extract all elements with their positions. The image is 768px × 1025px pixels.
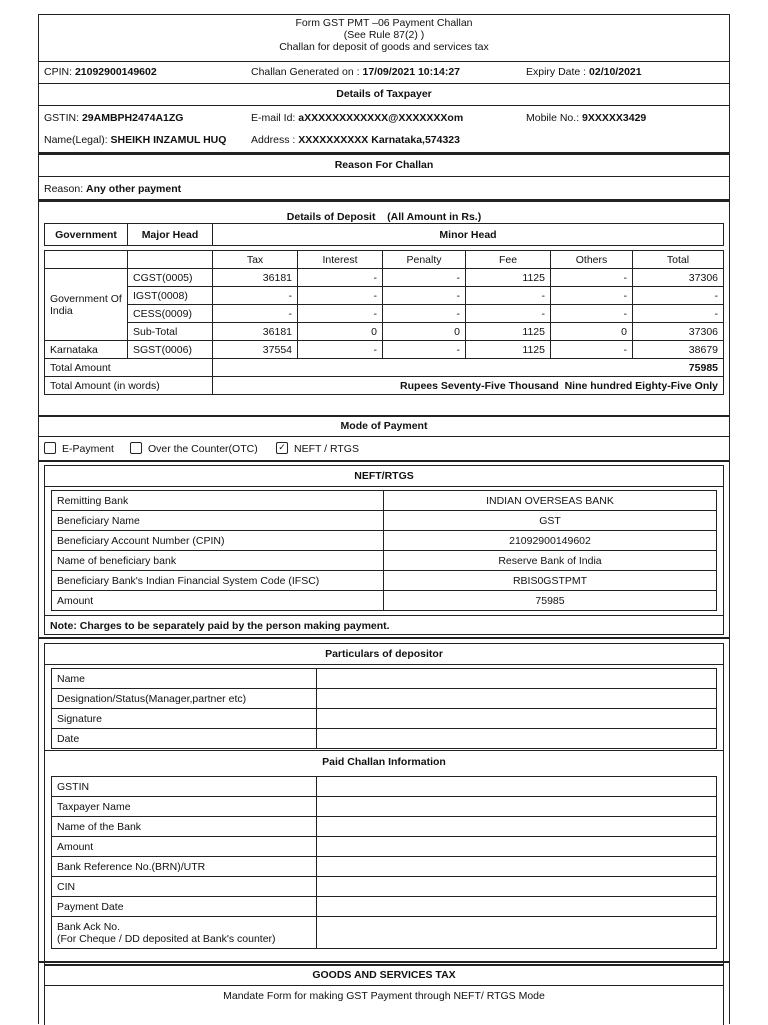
cell-value: 38679 <box>633 341 724 359</box>
cell-value: 36181 <box>213 269 298 287</box>
cell-value: - <box>298 341 383 359</box>
deposit-title: Details of Deposit <box>286 211 376 223</box>
major-head: SGST(0006) <box>128 341 213 359</box>
neft-value: 21092900149602 <box>384 531 717 551</box>
depositor-label: Date <box>52 729 317 749</box>
depositor-value[interactable] <box>317 669 717 689</box>
cell-value: - <box>633 287 724 305</box>
cell-value: 0 <box>298 323 383 341</box>
cell-value: - <box>383 341 466 359</box>
cell-value: 36181 <box>213 323 298 341</box>
paid-value <box>317 877 717 897</box>
table-row <box>52 897 717 917</box>
cell-value: 1125 <box>466 269 551 287</box>
cell-value: - <box>466 305 551 323</box>
neft-label: Beneficiary Name <box>52 511 384 531</box>
paid-label: GSTIN <box>52 777 317 797</box>
table-row <box>52 491 717 511</box>
table-row <box>52 837 717 857</box>
table-row <box>52 511 717 531</box>
goi-label: Government Of India <box>45 269 128 341</box>
paid-value <box>317 777 717 797</box>
form-rule: (See Rule 87(2) ) <box>343 29 425 41</box>
mode-section-title: Mode of Payment <box>39 416 729 436</box>
depositor-label: Name <box>52 669 317 689</box>
cpin-label: CPIN: <box>44 66 73 78</box>
paid-label: CIN <box>52 877 317 897</box>
table-row <box>45 341 724 359</box>
cell-value: - <box>213 305 298 323</box>
paid-table <box>51 776 717 949</box>
col-penalty: Penalty <box>383 251 466 269</box>
words-value: Rupees Seventy-Five Thousand Nine hundred Eighty-Five Only <box>213 377 724 395</box>
address-masked: XXXXXXXXXX <box>298 134 369 146</box>
cell-value: - <box>551 305 633 323</box>
mandate-box <box>44 965 724 1025</box>
paid-label: Amount <box>52 837 317 857</box>
cell-value: - <box>298 269 383 287</box>
option-label: NEFT / RTGS <box>294 443 359 455</box>
depositor-value[interactable] <box>317 709 717 729</box>
paid-value <box>317 917 717 949</box>
bank-ack-line1: Bank Ack No. <box>57 920 121 933</box>
neft-table <box>51 490 717 611</box>
col-fee: Fee <box>466 251 551 269</box>
table-row <box>45 269 724 287</box>
cell-value: - <box>551 341 633 359</box>
taxpayer-details <box>39 105 729 153</box>
deposit-head-table <box>44 223 724 246</box>
table-row <box>52 877 717 897</box>
cell-value: - <box>466 287 551 305</box>
table-row <box>52 669 717 689</box>
cell-value: - <box>551 269 633 287</box>
paid-label: Bank Reference No.(BRN)/UTR <box>52 857 317 877</box>
neft-label: Remitting Bank <box>52 491 384 511</box>
cell-value: 0 <box>383 323 466 341</box>
cell-value: - <box>551 287 633 305</box>
option-neft-rtgs[interactable] <box>276 443 359 455</box>
major-head: CGST(0005) <box>128 269 213 287</box>
neft-label: Beneficiary Account Number (CPIN) <box>52 531 384 551</box>
table-row <box>45 287 724 305</box>
cpin-value: 21092900149602 <box>74 66 157 78</box>
neft-label: Beneficiary Bank's Indian Financial System Code (IFSC) <box>52 571 384 591</box>
name-label: Name(Legal): <box>44 134 108 146</box>
words-label: Total Amount (in words) <box>45 377 213 395</box>
form-subtitle: Challan for deposit of goods and services tax <box>279 41 489 53</box>
col-interest: Interest <box>298 251 383 269</box>
total-row <box>45 359 724 377</box>
depositor-title: Particulars of depositor <box>45 644 723 665</box>
table-row <box>52 571 717 591</box>
table-row <box>52 709 717 729</box>
total-value: 75985 <box>213 359 724 377</box>
neft-box <box>44 465 724 635</box>
cell-value: 0 <box>551 323 633 341</box>
paid-title: Paid Challan Information <box>45 750 723 773</box>
generated-label: Challan Generated on : <box>251 66 360 78</box>
bank-ack-line2: (For Cheque / DD deposited at Bank's counter) <box>57 932 276 945</box>
option-label: E-Payment <box>62 443 114 455</box>
bank-ack-label <box>52 917 317 949</box>
state-label: Karnataka <box>45 341 128 359</box>
address-value: Karnataka,574323 <box>371 134 460 146</box>
paid-value <box>317 897 717 917</box>
neft-value: INDIAN OVERSEAS BANK <box>384 491 717 511</box>
form-title: Form GST PMT –06 Payment Challan <box>295 17 473 29</box>
address-label: Address : <box>251 134 296 146</box>
major-head: CESS(0009) <box>128 305 213 323</box>
neft-value: GST <box>384 511 717 531</box>
email-label: E-mail Id: <box>251 112 296 124</box>
name-value: SHEIKH INZAMUL HUQ <box>110 134 227 146</box>
reason-value: Any other payment <box>86 183 182 195</box>
words-row <box>45 377 724 395</box>
cell-value: 1125 <box>466 323 551 341</box>
table-row <box>52 857 717 877</box>
cell-value: 37306 <box>633 323 724 341</box>
depositor-value[interactable] <box>317 729 717 749</box>
divider <box>39 637 729 639</box>
cell-value: 37554 <box>213 341 298 359</box>
table-row <box>52 729 717 749</box>
col-tax: Tax <box>213 251 298 269</box>
option-otc[interactable] <box>130 443 258 455</box>
reason-section-title: Reason For Challan <box>39 154 729 176</box>
gst-title: GOODS AND SERVICES TAX <box>45 966 723 986</box>
col-total: Total <box>633 251 724 269</box>
divider <box>39 460 729 462</box>
paid-label: Payment Date <box>52 897 317 917</box>
reason-row <box>39 176 729 200</box>
col-minor-head: Minor Head <box>213 224 724 246</box>
divider <box>39 961 729 963</box>
table-row <box>45 305 724 323</box>
depositor-box <box>44 643 724 965</box>
neft-value: 75985 <box>384 591 717 611</box>
paid-label: Name of the Bank <box>52 817 317 837</box>
depositor-value[interactable] <box>317 689 717 709</box>
taxpayer-section-title: Details of Taxpayer <box>39 83 729 105</box>
neft-value: RBIS0GSTPMT <box>384 571 717 591</box>
reason-label: Reason: <box>44 183 84 195</box>
cpin-row <box>39 61 729 83</box>
neft-label: Name of beneficiary bank <box>52 551 384 571</box>
neft-label: Amount <box>52 591 384 611</box>
neft-title: NEFT/RTGS <box>45 466 723 487</box>
mandate-subtitle: Mandate Form for making GST Payment through NEFT/ RTGS Mode <box>223 990 545 1002</box>
cell-value: - <box>383 305 466 323</box>
neft-note: Note: Charges to be separately paid by the person making payment. <box>45 615 723 635</box>
table-row <box>52 817 717 837</box>
cell-value: - <box>383 269 466 287</box>
table-row <box>52 777 717 797</box>
checkbox-icon[interactable] <box>130 442 142 454</box>
col-government: Government <box>45 224 128 246</box>
table-row <box>52 531 717 551</box>
cell-value: - <box>298 287 383 305</box>
major-head: Sub-Total <box>128 323 213 341</box>
mobile-value: 9XXXXX3429 <box>582 112 647 124</box>
neft-value: Reserve Bank of India <box>384 551 717 571</box>
option-label: Over the Counter(OTC) <box>148 443 258 455</box>
deposit-table <box>44 250 724 395</box>
col-major-head: Major Head <box>128 224 213 246</box>
mobile-label: Mobile No.: <box>526 112 580 124</box>
table-row <box>52 797 717 817</box>
depositor-label: Signature <box>52 709 317 729</box>
paid-label: Taxpayer Name <box>52 797 317 817</box>
table-row <box>52 551 717 571</box>
expiry-value: 02/10/2021 <box>589 66 642 78</box>
table-row <box>45 323 724 341</box>
paid-value <box>317 817 717 837</box>
cell-value: 1125 <box>466 341 551 359</box>
mode-options <box>39 436 729 460</box>
depositor-label: Designation/Status(Manager,partner etc) <box>52 689 317 709</box>
table-row <box>52 689 717 709</box>
table-row <box>52 591 717 611</box>
deposit-subtitle: (All Amount in Rs.) <box>387 211 482 223</box>
cell-value: - <box>213 287 298 305</box>
cell-value: 37306 <box>633 269 724 287</box>
checkmark-icon[interactable]: ✓ <box>276 442 288 454</box>
paid-value <box>317 797 717 817</box>
col-others: Others <box>551 251 633 269</box>
expiry-label: Expiry Date : <box>526 66 587 78</box>
gstin-label: GSTIN: <box>44 112 80 124</box>
table-row <box>52 917 717 949</box>
major-head: IGST(0008) <box>128 287 213 305</box>
paid-value <box>317 857 717 877</box>
cell-value: - <box>298 305 383 323</box>
cell-value: - <box>633 305 724 323</box>
gstin-value: 29AMBPH2474A1ZG <box>81 112 184 124</box>
total-label: Total Amount <box>45 359 213 377</box>
email-value: aXXXXXXXXXXXX@XXXXXXXom <box>298 112 464 124</box>
generated-value: 17/09/2021 10:14:27 <box>362 66 460 78</box>
cell-value: - <box>383 287 466 305</box>
depositor-table <box>51 668 717 749</box>
option-epayment[interactable] <box>44 443 114 455</box>
form-header <box>39 15 729 61</box>
paid-value <box>317 837 717 857</box>
challan-frame <box>38 14 730 1024</box>
checkbox-icon[interactable] <box>44 442 56 454</box>
